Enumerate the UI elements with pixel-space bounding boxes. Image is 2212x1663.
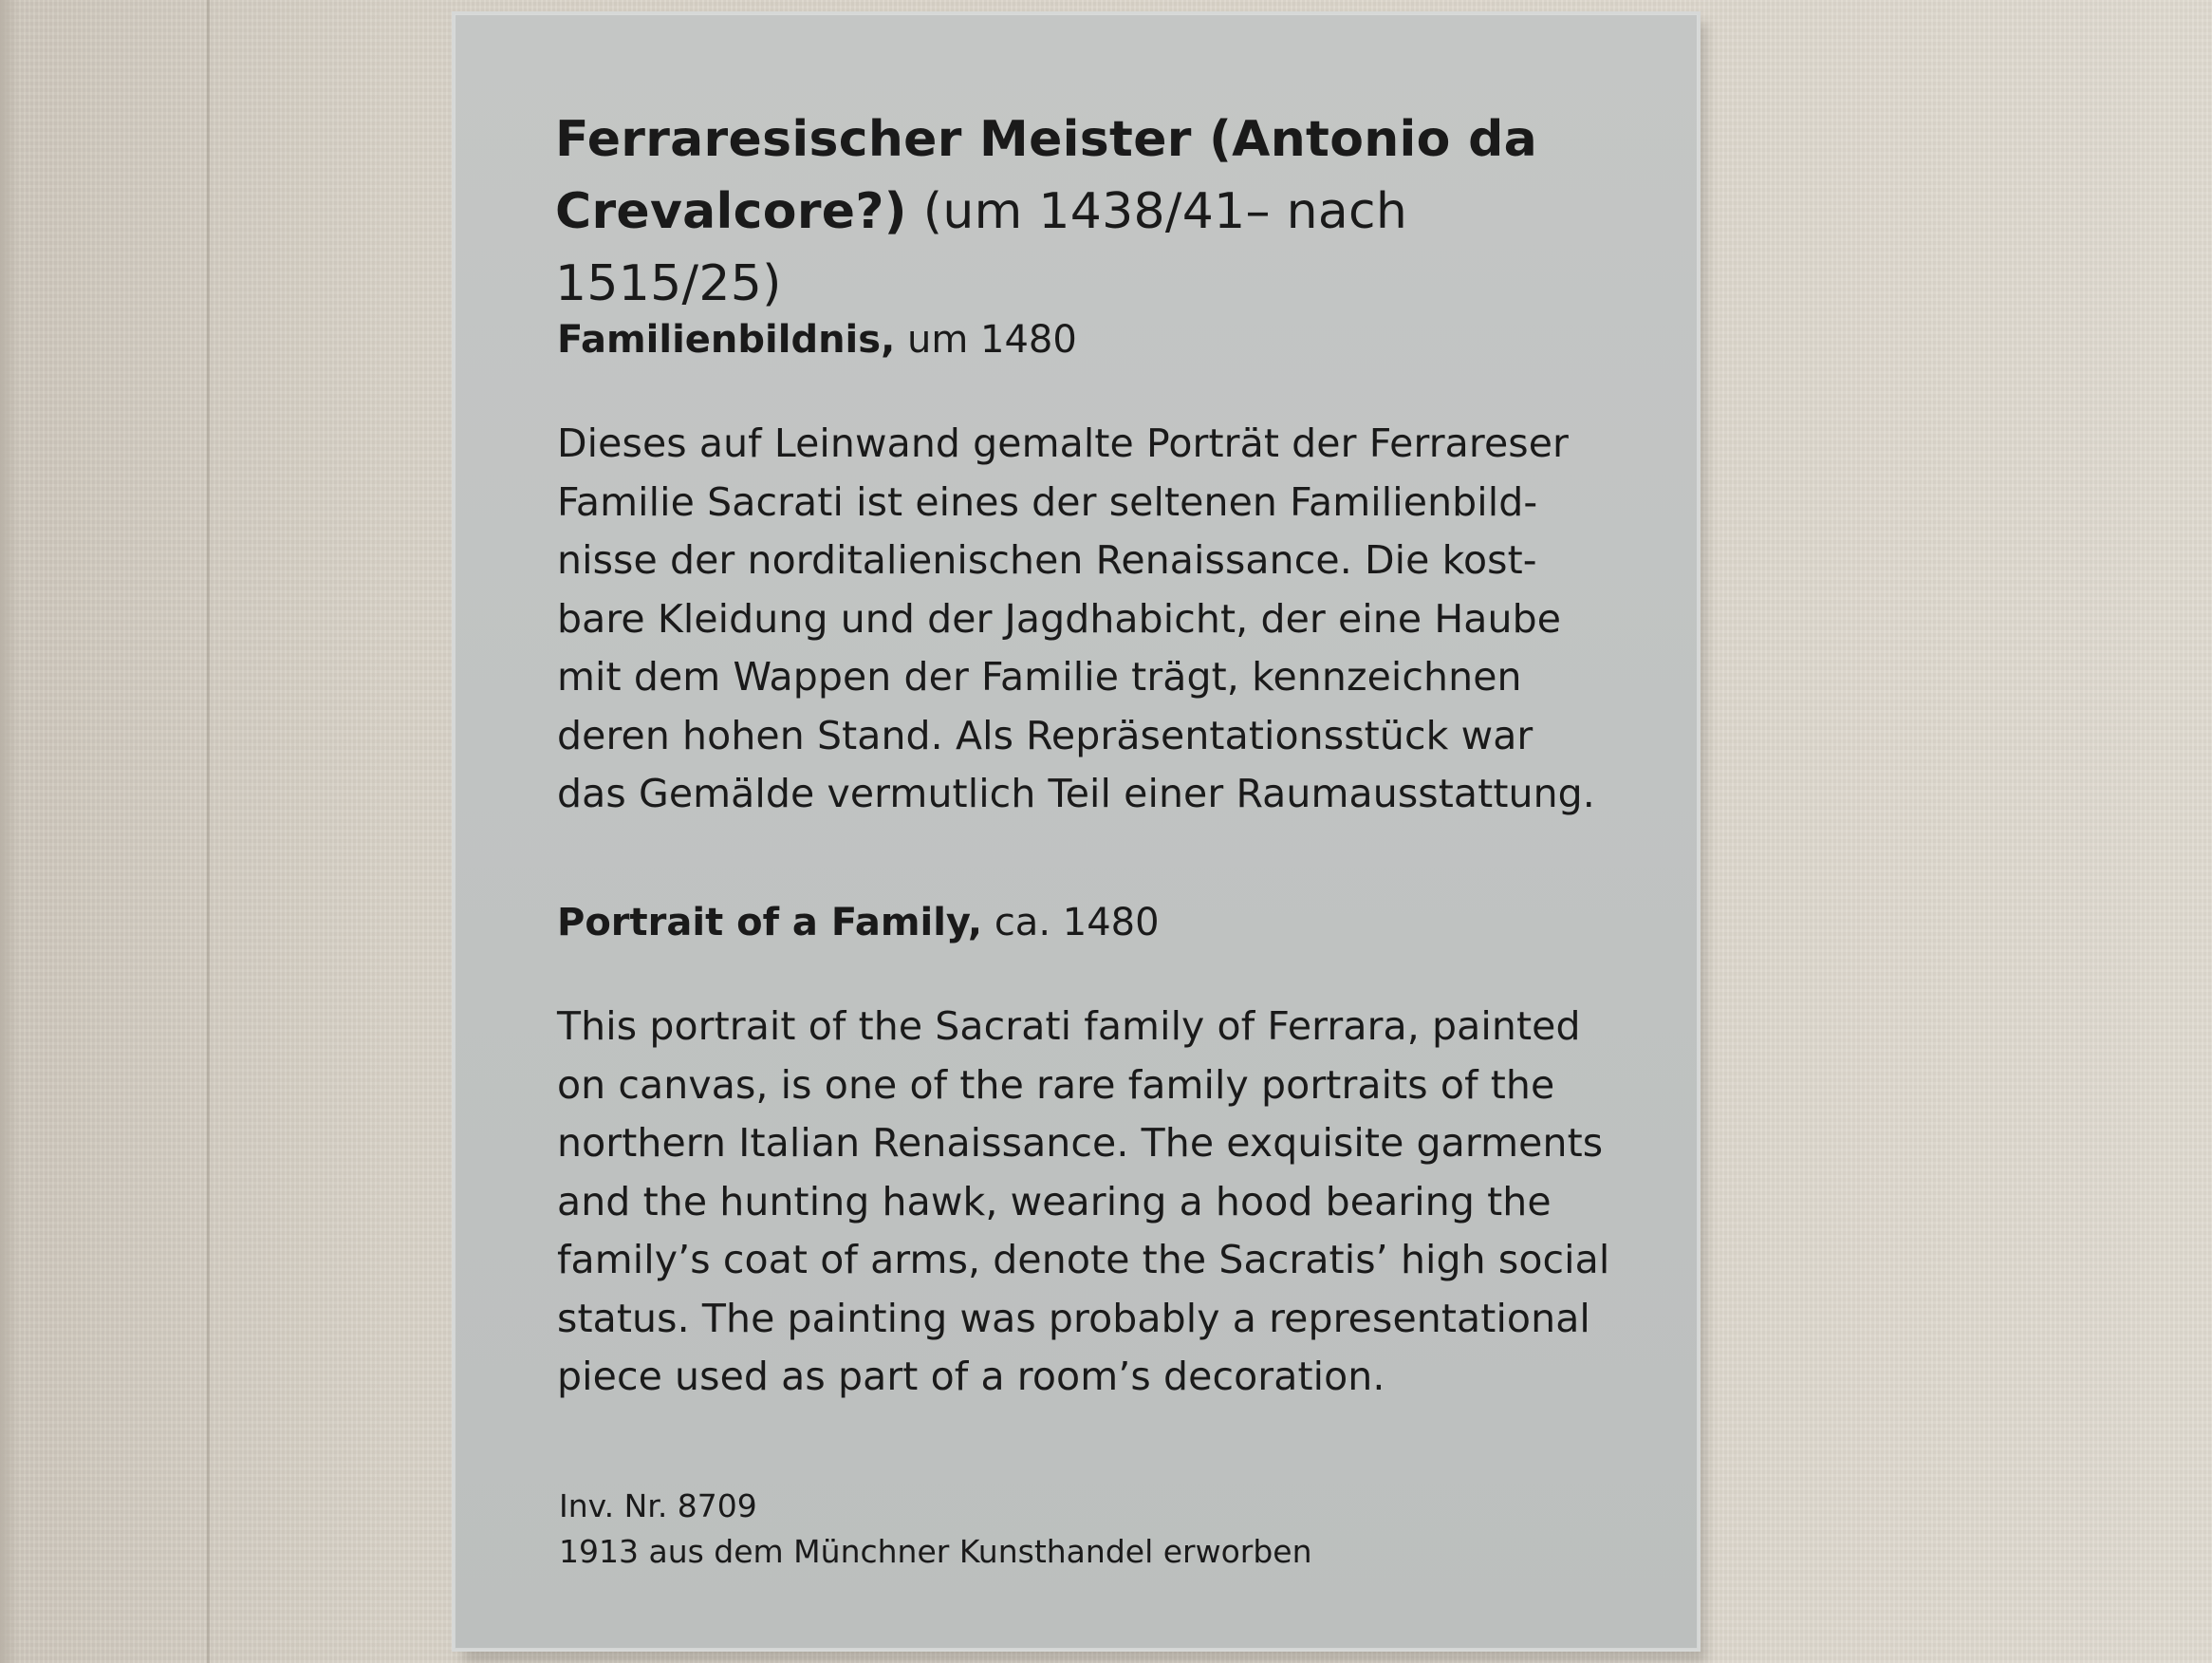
english-description bbox=[557, 998, 1609, 1407]
german-date: um 1480 bbox=[907, 318, 1077, 362]
artist-dates: (um 1438/41– nach 1515/25) bbox=[555, 183, 1408, 312]
german-title: Familienbildnis, bbox=[557, 318, 896, 362]
english-date: ca. 1480 bbox=[994, 901, 1160, 944]
german-description-line: das Gemälde vermutlich Teil einer Raumausstattung. bbox=[557, 771, 1595, 816]
english-description-line: and the hunting hawk, wearing a hood bearing the bbox=[557, 1178, 1552, 1224]
wall-shadow bbox=[0, 0, 19, 1663]
english-description-line: family’s coat of arms, denote the Sacratis’ high social bbox=[557, 1237, 1610, 1282]
artist-name-line-1: Ferraresischer Meister (Antonio da bbox=[555, 111, 1538, 168]
inventory-number: Inv. Nr. 8709 bbox=[559, 1487, 757, 1524]
artist-heading bbox=[555, 103, 1599, 320]
german-description bbox=[557, 415, 1595, 824]
german-description-line: nisse der norditalienischen Renaissance. Die kost- bbox=[557, 537, 1537, 583]
english-description-line: piece used as part of a room’s decoration. bbox=[557, 1354, 1385, 1399]
english-description-line: This portrait of the Sacrati family of Ferrara, painted bbox=[557, 1003, 1581, 1049]
acquisition-note: 1913 aus dem Münchner Kunsthandel erworben bbox=[559, 1533, 1312, 1570]
english-description-line: on canvas, is one of the rare family portraits of the bbox=[557, 1061, 1555, 1108]
wall-seam bbox=[207, 0, 210, 1663]
german-description-line: Familie Sacrati ist eines der seltenen Familienbild- bbox=[557, 478, 1538, 525]
english-description-line: northern Italian Renaissance. The exquisite garments bbox=[557, 1120, 1604, 1166]
german-description-line: Dieses auf Leinwand gemalte Porträt der Ferrareser bbox=[557, 420, 1570, 466]
english-work-title bbox=[557, 899, 1160, 946]
artist-name-line-2 bbox=[555, 176, 1599, 320]
artist-name: Crevalcore?) bbox=[555, 183, 907, 240]
german-description-line: mit dem Wappen der Familie trägt, kennzeichnen bbox=[557, 654, 1522, 700]
inventory-info bbox=[559, 1484, 1312, 1575]
german-description-line: deren hohen Stand. Als Repräsentationsstück war bbox=[557, 712, 1534, 758]
english-description-line: status. The painting was probably a representational bbox=[557, 1295, 1590, 1341]
museum-label-plaque bbox=[452, 11, 1701, 1652]
german-work-title bbox=[557, 316, 1077, 364]
german-description-line: bare Kleidung und der Jagdhabicht, der eine Haube bbox=[557, 595, 1562, 642]
english-title: Portrait of a Family, bbox=[557, 901, 983, 944]
